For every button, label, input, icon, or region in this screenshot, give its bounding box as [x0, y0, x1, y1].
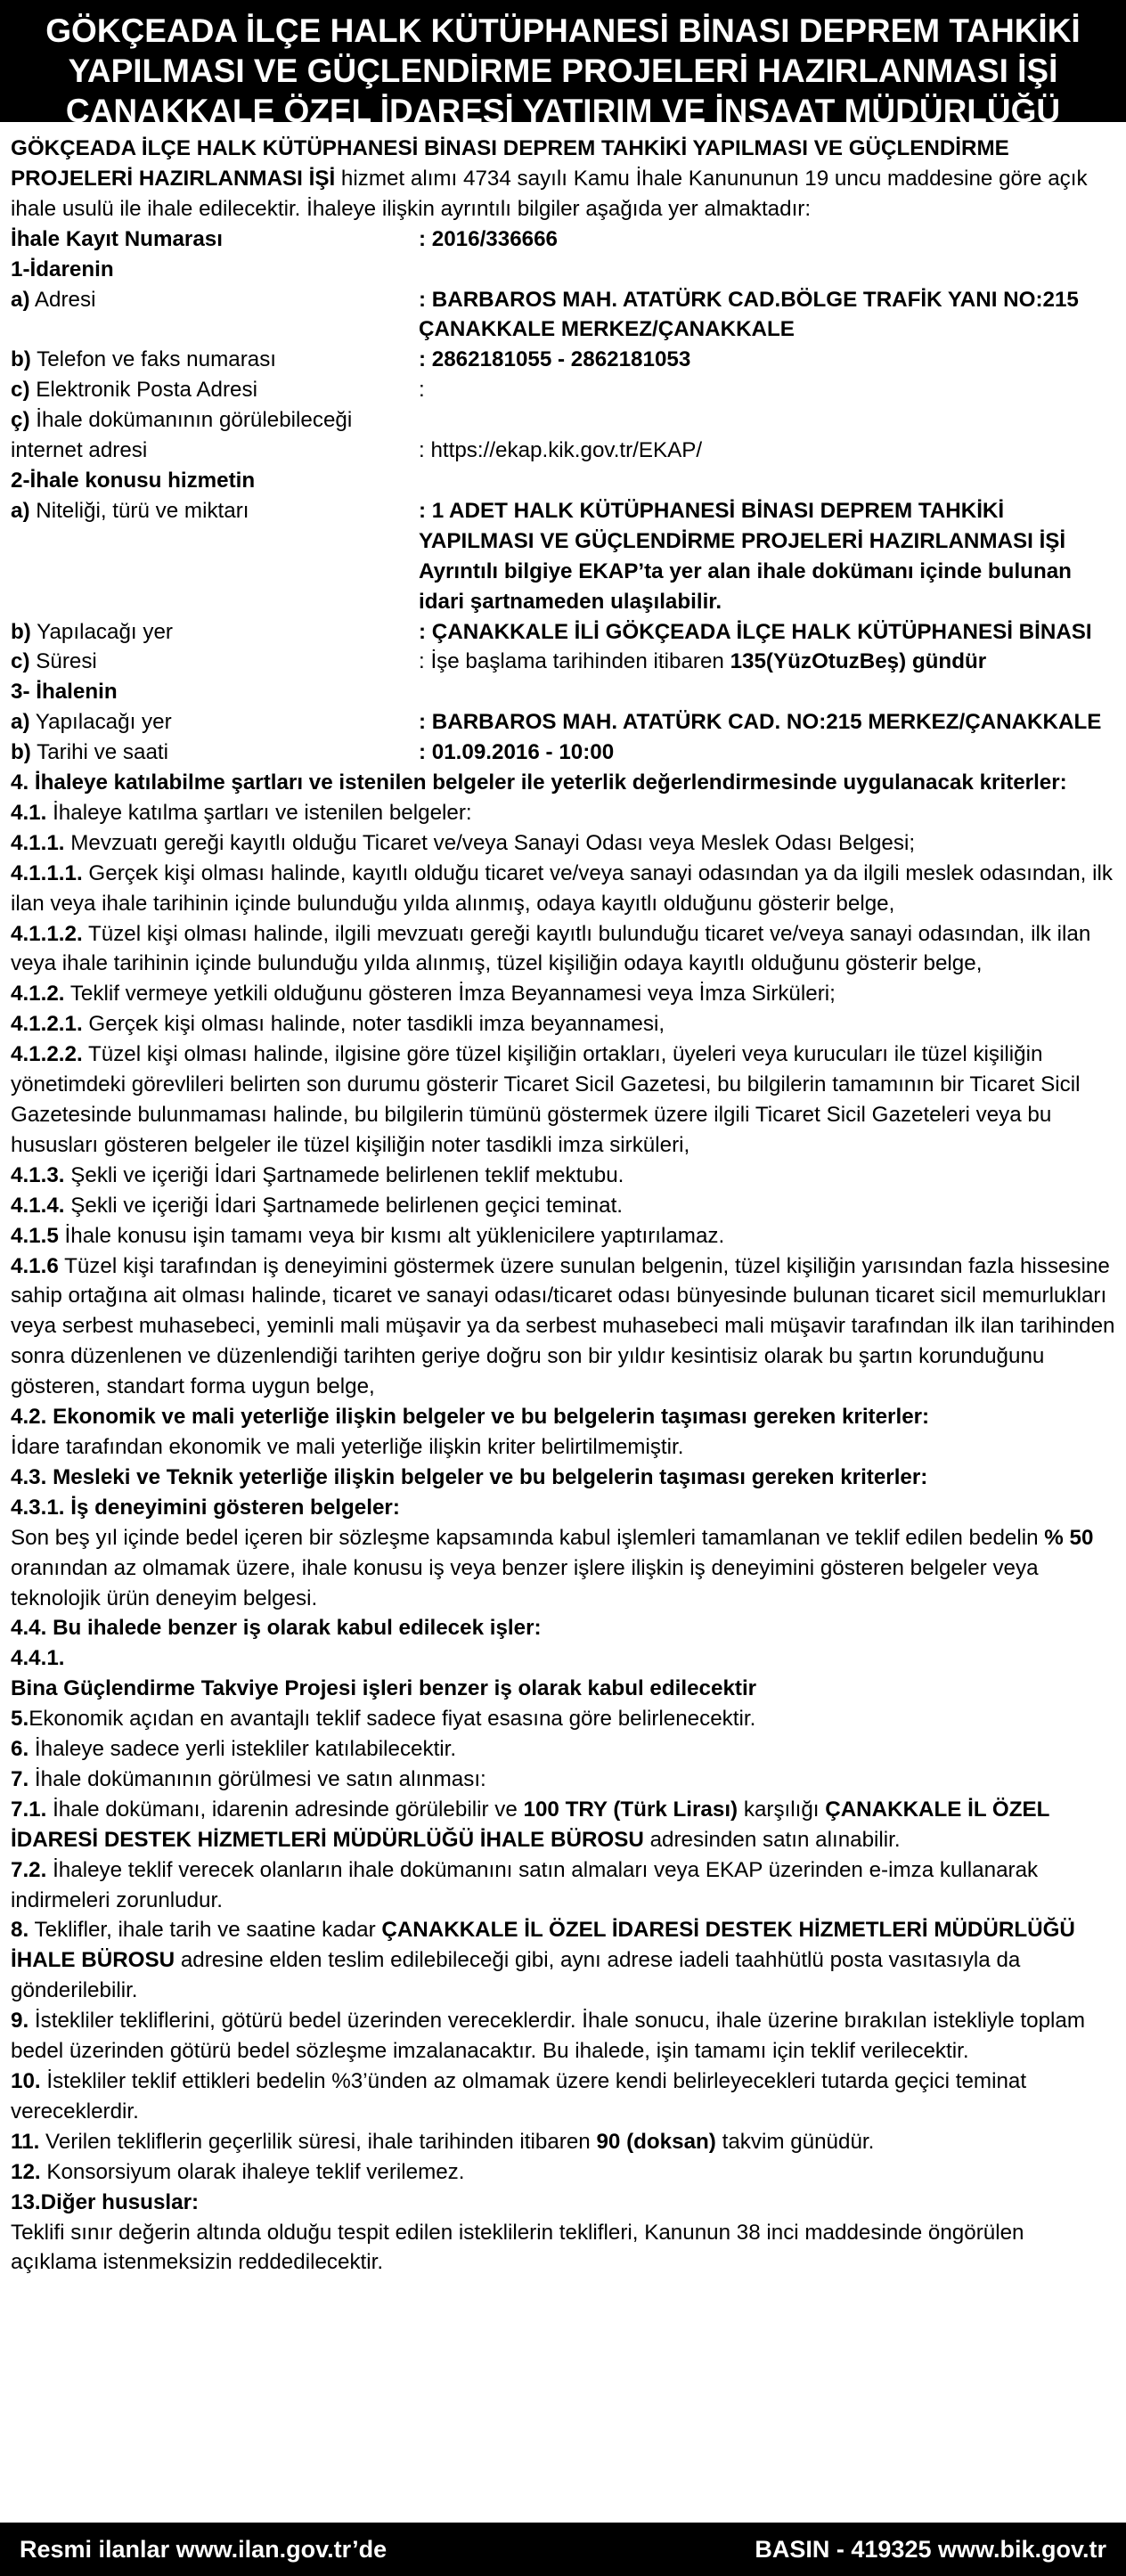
p-5: 5.Ekonomik açıdan en avantajlı teklif sadece fiyat esasına göre belirlenecektir. — [11, 1707, 756, 1732]
s1-c-value: : — [419, 378, 425, 403]
p-4-4-title: 4.4. Bu ihalede benzer iş olarak kabul edilecek işler: — [11, 1616, 542, 1641]
header-banner — [0, 0, 1126, 129]
s2-place-row — [11, 617, 1115, 648]
p-7: 7. İhale dokümanının görülmesi ve satın alınması: — [11, 1766, 486, 1791]
s2-a-label: Niteliği, türü ve miktarı — [29, 498, 249, 523]
s2-c-label: Süresi — [29, 649, 97, 674]
p-4-3-title: 4.3. Mesleki ve Teknik yeterliğe ilişkin belgeler ve bu belgelerin taşıması gereken kriterler: — [11, 1464, 928, 1489]
s1-b-value: : 2862181055 - 2862181053 — [419, 347, 691, 372]
intro-bold: GÖKÇEADA İLÇE HALK KÜTÜPHANESİ BİNASI DEPREM TAHKİKİ YAPILMASI VE GÜÇLENDİRME PROJELERİ HAZIRLANMASI İŞİ — [11, 136, 1009, 191]
footer-bar — [0, 2523, 1126, 2576]
s2-c-value-bold: 135(YüzOtuzBeş) gündür — [730, 649, 987, 674]
header-line-2: YAPILMASI VE GÜÇLENDİRME PROJELERİ HAZIRLANMASI İŞİ — [68, 53, 1058, 89]
ihale-kayit-label: İhale Kayıt Numarası — [11, 226, 223, 251]
s1-d-label: İhale dokümanının görülebileceği internet adresi — [11, 408, 353, 463]
section-2-title: 2-İhale konusu hizmetin — [11, 468, 256, 493]
p-13-text: Teklifi sınır değerin altında olduğu tespit edilen isteklilerin teklifleri, Kanunun 38 inci maddesinde öngörülen açıklama istenmeksizin reddedilecektir. — [11, 2220, 1024, 2275]
s1-email-row — [11, 375, 1115, 405]
p-9: 9. İstekliler tekliflerini, götürü bedel üzerinden vereceklerdir. İhale sonucu, ihale üzerine bırakılan istekliyle toplam bedel üzerinden götürü bedel sözleşme imzalanacaktır. Bu ihalede, işin tamamı için teklif verilecektir. — [11, 2009, 1085, 2064]
s2-b-value: : ÇANAKKALE İLİ GÖKÇEADA İLÇE HALK KÜTÜPHANESİ BİNASI — [419, 619, 1092, 644]
s1-a-key: a) — [11, 287, 30, 312]
s2-duration-row — [11, 647, 1115, 677]
p-8: 8. Teklifler, ihale tarih ve saatine kadar ÇANAKKALE İL ÖZEL İDARESİ DESTEK HİZMETLERİ MÜDÜRLÜĞÜ İHALE BÜROSU adresine elden teslim edilebileceği gibi, aynı adrese iadeli taahhütlü posta vasıtasıyla da gönderilebilir. — [11, 1918, 1075, 2003]
p-4-1-5: 4.1.5 İhale konusu işin tamamı veya bir kısmı alt yüklenicilere yaptırılamaz. — [11, 1223, 725, 1248]
section-1-title: 1-İdarenin — [11, 257, 114, 281]
s1-a-value: : BARBAROS MAH. ATATÜRK CAD.BÖLGE TRAFİK YANI NO:215 ÇANAKKALE MERKEZ/ÇANAKKALE — [419, 287, 1079, 342]
section-3-title: 3- İhalenin — [11, 680, 118, 705]
p-4-1-1-2: 4.1.1.2. Tüzel kişi olması halinde, ilgili mevzuatı gereği kayıtlı bulunduğu ticaret ve/veya sanayi odasından, ilk ilan veya ihale tarihinin içinde bulunduğu yılda alınmış, tüzel kişiliğin odaya kayıtlı olduğunu gösterir belge, — [11, 921, 1091, 976]
intro-rest: hizmet alımı 4734 sayılı Kamu İhale Kanununun 19 uncu maddesine göre açık ihale usulü ile ihale edilecektir. İhaleye ilişkin ayrıntılı bilgiler aşağıda yer almaktadır: — [11, 166, 1088, 221]
p-6: 6. İhaleye sadece yerli istekliler katılabilecektir. — [11, 1737, 457, 1762]
s2-b-label: Yapılacağı yer — [30, 619, 173, 644]
s1-d-key: ç) — [11, 408, 30, 433]
section-4-title: 4. İhaleye katılabilme şartları ve istenilen belgeler ile yeterlik değerlendirmesinde uygulanacak kriterler: — [11, 770, 1067, 795]
s3-a-label: Yapılacağı yer — [29, 710, 172, 735]
s1-b-key: b) — [11, 347, 31, 372]
s3-a-value: : BARBAROS MAH. ATATÜRK CAD. NO:215 MERKEZ/ÇANAKKALE — [419, 710, 1102, 735]
ekap-link[interactable]: : https://ekap.kik.gov.tr/EKAP/ — [419, 438, 703, 463]
p-4-1-2: 4.1.2. Teklif vermeye yetkili olduğunu gösteren İmza Beyannamesi veya İmza Sirküleri; — [11, 982, 836, 1007]
p-13-title: 13.Diğer hususlar: — [11, 2189, 200, 2214]
footer-left-text: Resmi ilanlar www.ilan.gov.tr’de — [20, 2535, 388, 2563]
header-line-1: GÖKÇEADA İLÇE HALK KÜTÜPHANESİ BİNASI DEPREM TAHKİKİ — [45, 12, 1081, 49]
p-7-1: 7.1. İhale dokümanı, idarenin adresinde görülebilir ve 100 TRY (Türk Lirası) karşılığı ÇANAKKALE İL ÖZEL İDARESİ DESTEK HİZMETLERİ MÜDÜRLÜĞÜ İHALE BÜROSU adresinden satın alınabilir. — [11, 1797, 1049, 1852]
s1-address-row — [11, 285, 1115, 346]
p-4-2-text: İdare tarafından ekonomik ve mali yeterliğe ilişkin kriter belirtilmemiştir. — [11, 1434, 684, 1459]
p-4-1-1-1: 4.1.1.1. Gerçek kişi olması halinde, kayıtlı olduğu ticaret ve/veya sanayi odasından ya da ilgili meslek odasından, ilk ilan veya ihale tarihinin içinde bulunduğu yılda alınmış, odaya kayıtlı olduğunu gösterir belge, — [11, 860, 1113, 916]
s1-phone-row — [11, 345, 1115, 375]
p-4-4-1-text: Bina Güçlendirme Takviye Projesi işleri benzer iş olarak kabul edilecektir — [11, 1676, 757, 1701]
s2-nature-row — [11, 496, 1115, 617]
p-4-1-4: 4.1.4. Şekli ve içeriği İdari Şartnamede belirlenen geçici teminat. — [11, 1193, 624, 1218]
s1-c-label: Elektronik Posta Adresi — [29, 378, 257, 403]
p-4-1-2-1: 4.1.2.1. Gerçek kişi olması halinde, noter tasdikli imza beyannamesi, — [11, 1012, 665, 1037]
s2-c-key: c) — [11, 649, 30, 674]
s1-web-row — [11, 405, 1115, 466]
s3-place-row — [11, 707, 1115, 738]
p-4-1-3: 4.1.3. Şekli ve içeriği İdari Şartnamede belirlenen teklif mektubu. — [11, 1162, 624, 1187]
s1-a-label: Adresi — [29, 287, 96, 312]
intro-paragraph — [11, 134, 1115, 224]
p-4-1-1: 4.1.1. Mevzuatı gereği kayıtlı olduğu Ticaret ve/veya Sanayi Odası veya Meslek Odası Belgesi; — [11, 830, 916, 855]
s3-a-key: a) — [11, 710, 30, 735]
p-4-1: 4.1. İhaleye katılma şartları ve istenilen belgeler: — [11, 800, 472, 825]
header-line-3: ÇANAKKALE ÖZEL İDARESİ YATIRIM VE İNŞAAT MÜDÜRLÜĞÜ — [65, 93, 1061, 129]
p-4-1-2-2: 4.1.2.2. Tüzel kişi olması halinde, ilgisine göre tüzel kişiliğin ortakları, üyeleri veya kurucuları ile tüzel kişiliğin yönetimdeki görevlileri belirten son durumu gösterir Ticaret Sicil Gazetesi, bu bilgilerin tamamının bir Ticaret Sicil Gazetesinde bulunmaması halinde, bu bilgilerin tümünü göstermek üzere ilgili Ticaret Sicil Gazeteleri veya bu hususları gösteren belgeler ile tüzel kişiliğin noter tasdikli imza sirküleri, — [11, 1042, 1081, 1157]
p-4-1-6: 4.1.6 Tüzel kişi tarafından iş deneyimini göstermek üzere sunulan belgenin, tüzel kişiliğin yarısından fazla hissesine sahip ortağına ait olması halinde, ticaret ve sanayi odası/ticaret odası bünyesinde bulunan ticaret sicil memurlukları veya serbest muhasebeci, yeminli mali müşavir ya da serbest muhasebeci mali müşavir tarafından ilk ilan tarihinden sonra düzenlenen ve düzenlendiği tarihten geriye doğru son bir yıldır kesintisiz olarak bu şartın korunduğunu gösteren, standart forma uygun belge, — [11, 1253, 1115, 1399]
ihale-kayit-value: : 2016/336666 — [419, 226, 559, 251]
s1-b-label: Telefon ve faks numarası — [30, 347, 277, 372]
s3-b-label: Tarihi ve saati — [30, 740, 169, 765]
s3-date-row — [11, 738, 1115, 768]
s2-c-value: : İşe başlama tarihinden itibaren — [419, 649, 730, 674]
p-4-4-1-number: 4.4.1. — [11, 1646, 65, 1671]
p-4-3-1-text: Son beş yıl içinde bedel içeren bir sözleşme kapsamında kabul işlemleri tamamlanan ve teklif edilen bedelin % 50 oranından az olmamak üzere, ihale konusu iş veya benzer işlere ilişkin iş deneyimini gösteren belgeler veya teknolojik ürün deneyim belgesi. — [11, 1525, 1094, 1610]
p-10: 10. İstekliler teklif ettikleri bedelin %3’ünden az olmamak üzere kendi belirleyecekleri tutarda geçici teminat vereceklerdir. — [11, 2069, 1027, 2124]
s2-a-key: a) — [11, 498, 30, 523]
p-7-2: 7.2. İhaleye teklif verecek olanların ihale dokümanını satın almaları veya EKAP üzerinden e-imza kullanarak indirmeleri zorunludur. — [11, 1857, 1039, 1912]
ihale-kayit-row — [11, 224, 1115, 255]
p-12: 12. Konsorsiyum olarak ihaleye teklif verilemez. — [11, 2159, 465, 2184]
s3-b-key: b) — [11, 740, 31, 765]
s2-a-value: : 1 ADET HALK KÜTÜPHANESİ BİNASI DEPREM TAHKİKİ YAPILMASI VE GÜÇLENDİRME PROJELERİ HAZIRLANMASI İŞİ — [419, 498, 1066, 553]
p-4-3-1-title: 4.3.1. İş deneyimini gösteren belgeler: — [11, 1495, 400, 1520]
footer-right-text: BASIN - 419325 www.bik.gov.tr — [755, 2535, 1106, 2563]
s2-b-key: b) — [11, 619, 31, 644]
announcement-body — [0, 122, 1126, 2278]
p-4-2-title: 4.2. Ekonomik ve mali yeterliğe ilişkin belgeler ve bu belgelerin taşıması gereken kriterler: — [11, 1405, 930, 1430]
s2-a-value-2: Ayrıntılı bilgiye EKAP’ta yer alan ihale dokümanı içinde bulunan idari şartnameden ulaşılabilir. — [419, 558, 1072, 614]
s3-b-value: : 01.09.2016 - 10:00 — [419, 740, 615, 765]
s1-c-key: c) — [11, 378, 30, 403]
p-11: 11. Verilen tekliflerin geçerlilik süresi, ihale tarihinden itibaren 90 (doksan) takvim günüdür. — [11, 2129, 875, 2154]
